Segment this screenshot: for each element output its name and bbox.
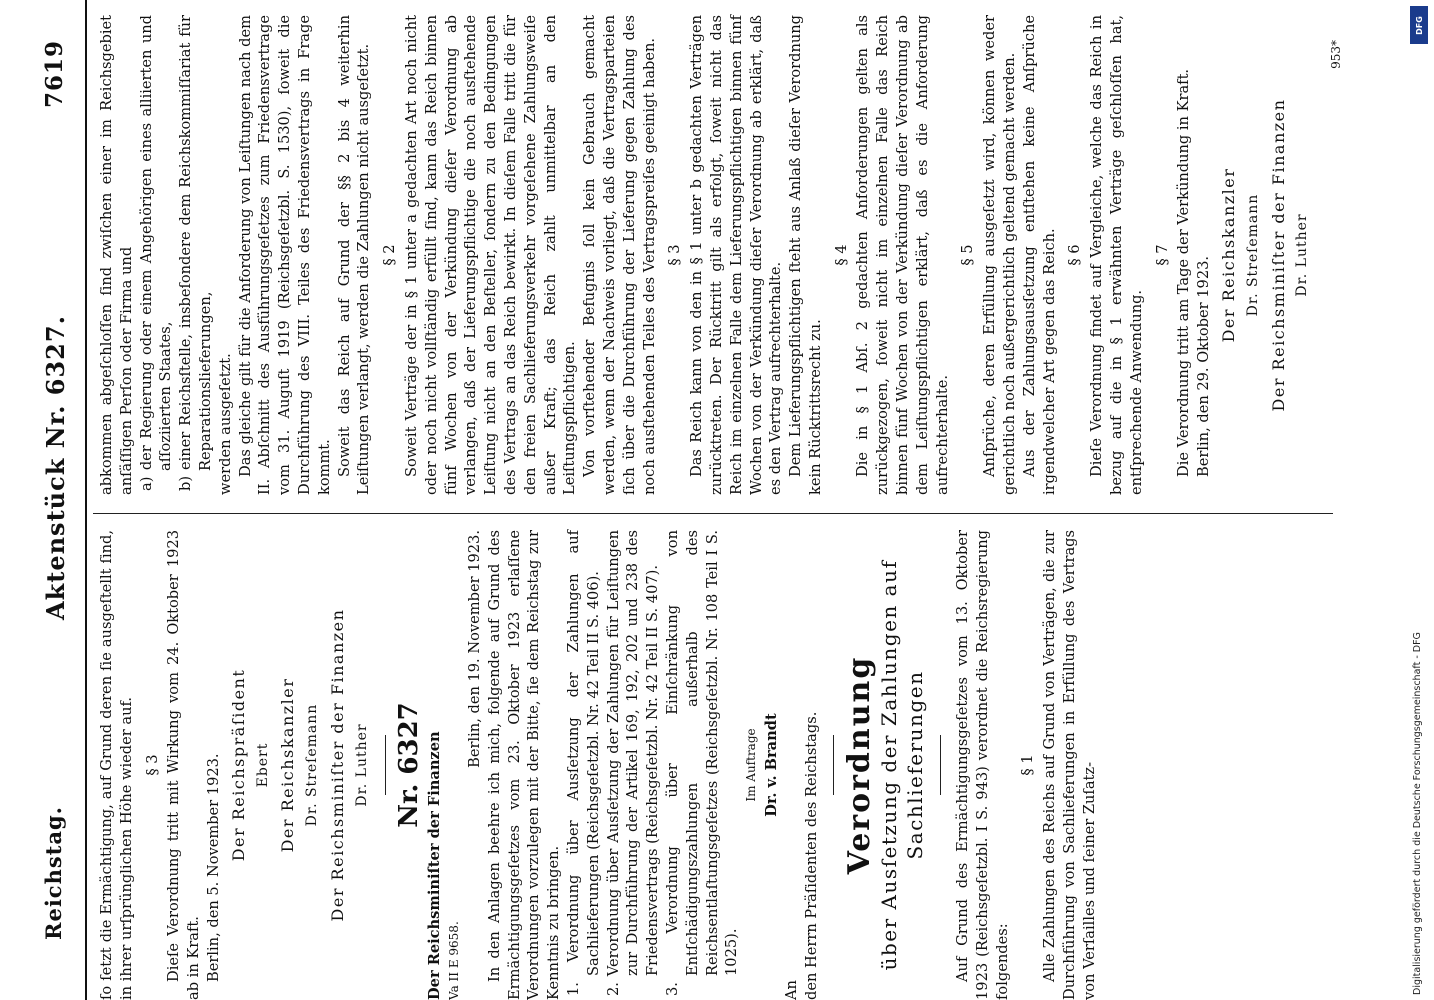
paragraph: Alle Zahlungen des Reichs auf Grund von Verträgen, die zur Durchführung von Sachlieferungen in Erfüllung des Vertrags von Verſailles und ſeiner Zuſatz-: [1041, 530, 1098, 1000]
reference: Va II E 9658.: [447, 921, 462, 1000]
section-sign: § 5: [959, 244, 977, 266]
section-sign: § 4: [832, 244, 850, 266]
funding-sidebar: [1410, 0, 1432, 1000]
paragraph: ſo ſetzt die Ermächtigung, auf Grund deren ſie ausgeſtellt ſind, in ihrer urſprünglichen Höhe wieder auf.: [98, 530, 135, 1000]
signature-name: Dr. Luther: [353, 723, 370, 807]
paragraph: Das gleiche gilt für die Anforderung von Leiſtungen nach dem II. Abſchnitt des Ausführungsgeſetzes zum Friedensvertrage vom 31. Auguſt 1919 (Reichsgeſetzbl. S. 1530), ſoweit die Durchführung des VIII. Teiles des Friedensvertrags in Frage kommt.: [236, 15, 333, 495]
section-sign: § 3: [143, 754, 161, 776]
list-item: 1. Verordnung über Ausſetzung der Zahlungen auf Sachlieferungen (Reichsgeſetzbl. Nr. 42 Teil II S. 406).: [564, 530, 602, 996]
funding-note: Digitalisierung gefördert durch die Deutsche Forschungsgemeinschaft - DFG: [1412, 632, 1423, 995]
header-center: Aktenstück Nr. 6327.: [41, 315, 70, 620]
list-item: 2. Verordnung über Ausſetzung der Zahlungen für Leiſtungen zur Durchführung der Artikel 169, 192, 202 und 238 des Friedensvertrags (Reichsgeſetzbl. Nr. 42 Teil II S. 407).: [604, 530, 662, 996]
list-item: b) einer Reichsſtelle, insbeſondere dem Reichskommiſſariat für Reparationslieferungen,: [177, 15, 214, 491]
paragraph: werden ausgeſetzt.: [216, 353, 234, 495]
paragraph: abkommen abgeſchloſſen ſind zwiſchen einer im Reichsgebiet anſäſſigen Perſon oder Firma und: [98, 15, 135, 495]
section-sign: § 7: [1153, 244, 1171, 266]
ordinance-subtitle: über Ausſetzung der Zahlungen auf Sachlieferungen: [877, 559, 928, 971]
signature-title: Der Reichskanzler: [278, 677, 298, 853]
signature-name: Dr. Streſemann: [304, 703, 321, 827]
signature-name: Dr. Streſemann: [1244, 193, 1261, 317]
section-sign: § 2: [381, 244, 399, 266]
header-left: Reichstag.: [41, 806, 66, 940]
paragraph: In den Anlagen beehre ich mich, folgende auf Grund des Ermächtigungsgeſetzes vom 23. Oktober 1923 erlaſſene Verordnungen vorzulegen mit der Bitte, ſie dem Reichstag zur Kenntnis zu bringen.: [485, 530, 563, 1000]
address-label: An: [782, 980, 800, 1000]
signature-title: Der Reichskanzler: [1219, 167, 1239, 343]
paragraph: Soweit Verträge der in § 1 unter a gedachten Art noch nicht oder noch nicht vollſtändig erfüllt ſind, kann das Reich binnen fünf Wochen von der Verkündung dieſer Verordnung ab verlangen, daß der Lieferungspflichtige die noch ausſtehende Leiſtung nicht an den Beſteller, ſondern zu den Bedingungen des Vertrags an das Reich bewirkt. In dieſem Falle tritt die für den freien Sachlieferungsverkehr vorgeſehene Zahlungsweiſe außer Kraft; das Reich zahlt unmittelbar an den Leiſtungspflichtigen.: [402, 15, 579, 495]
paragraph: Dieſe Verordnung findet auf Vergleiche, welche das Reich in bezug auf die in § 1 erwähnten Verträge geſchloſſen hat, entſprechende Anwendung.: [1088, 15, 1145, 495]
document-number: Nr. 6327: [393, 702, 424, 828]
paragraph: Aus der Zahlungsausſetzung entſtehen keine Anſprüche irgendwelcher Art gegen das Reich.: [1020, 15, 1058, 495]
signature-title: Der Reichsminiſter der Finanzen: [1268, 98, 1288, 412]
signature-name: Dr. Luther: [1294, 213, 1311, 297]
paragraph: Die in § 1 Abſ. 2 gedachten Anforderungen gelten als zurückgezogen, ſoweit nicht im einzelnen Falle das Reich binnen fünf Wochen von der Verkündung dieſer Verordnung ab dem Leiſtungspflichtigen erklärt, daß es die Anforderung aufrechterhalte.: [854, 15, 951, 495]
on-behalf: Im Auftrage: [744, 728, 759, 802]
signature-name: Dr. v. Brandt: [762, 713, 780, 817]
right-column: [97, 15, 1313, 495]
paragraph: Das Reich kann von den in § 1 unter b gedachten Verträgen zurücktreten. Der Rücktritt gilt als erfolgt, ſoweit nicht das Reich im einzelnen Falle dem Lieferungspflichtigen binnen fünf Wochen von der Verkündung dieſer Verordnung ab erklärt, daß es den Vertrag aufrechterhalte.: [688, 15, 785, 495]
sheet-mark: 953*: [1329, 40, 1343, 69]
divider: [940, 735, 941, 795]
section-sign: § 1: [1019, 754, 1037, 776]
page-header: [35, 0, 87, 1000]
paragraph: Auf Grund des Ermächtigungsgeſetzes vom 13. Oktober 1923 (Reichsgeſetzbl. I S. 943) verordnet die Reichsregierung folgendes:: [954, 530, 1011, 1000]
paragraph: Soweit das Reich auf Grund der §§ 2 bis 4 weiterhin Leiſtungen verlangt, werden die Zahlungen nicht ausgeſetzt.: [335, 15, 373, 495]
date-line: Berlin, den 5. November 1923.: [204, 753, 222, 982]
section-sign: § 3: [666, 244, 684, 266]
date-line: Berlin, den 29. Oktober 1923.: [1195, 255, 1213, 477]
list-item: 3. Verordnung über Einſchränkung von Entſchädigungszahlungen außerhalb des Reichsentlaſtungsgeſetzes (Reichsgeſetzbl. Nr. 108 Teil I S. 1025).: [663, 530, 741, 996]
page-number: 7619: [41, 40, 68, 109]
left-column: [97, 530, 1100, 1000]
signature-title: Der Reichsminiſter der Finanzen: [327, 608, 347, 922]
paragraph: Dem Lieferungspflichtigen ſteht aus Anlaß dieſer Verordnung kein Rücktrittsrecht zu.: [787, 15, 824, 495]
date-line: Berlin, den 19. November 1923.: [465, 530, 483, 768]
address: den Herrn Präſidenten des Reichstags.: [802, 711, 820, 1000]
sender: Der Reichsminiſter der Finanzen: [426, 731, 444, 1000]
ordinance-title: Verordnung: [842, 655, 878, 875]
paragraph: Von vorſtehender Befugnis ſoll kein Gebrauch gemacht werden, wenn der Nachweis vorliegt, daß die Vertragsparteien ſich über die Durchführung der Lieferung gegen Zahlung des noch ausſtehenden Teiles des Vertragspreiſes geeinigt haben.: [581, 15, 658, 495]
divider: [833, 735, 834, 795]
signature-name: Ebert: [254, 742, 271, 788]
column-rule: [93, 513, 1333, 514]
list-item: a) der Regierung oder einem Angehörigen eines alliierten und aſſoziierten Staates,: [137, 15, 175, 491]
dfg-logo-text: DFG: [1414, 15, 1424, 35]
divider: [385, 735, 386, 795]
paragraph: Die Verordnung tritt am Tage der Verkündung in Kraft.: [1175, 68, 1193, 477]
paragraph: Anſprüche, deren Erfüllung ausgeſetzt wird, können weder gerichtlich noch außergerichtlich geltend gemacht werden.: [981, 15, 1019, 495]
paragraph: Dieſe Verordnung tritt mit Wirkung vom 24. Oktober 1923 ab in Kraft.: [165, 530, 203, 1000]
rotated-document-sheet: [35, 0, 1365, 1000]
section-sign: § 6: [1066, 244, 1084, 266]
signature-title: Der Reichspräſident: [228, 668, 248, 862]
